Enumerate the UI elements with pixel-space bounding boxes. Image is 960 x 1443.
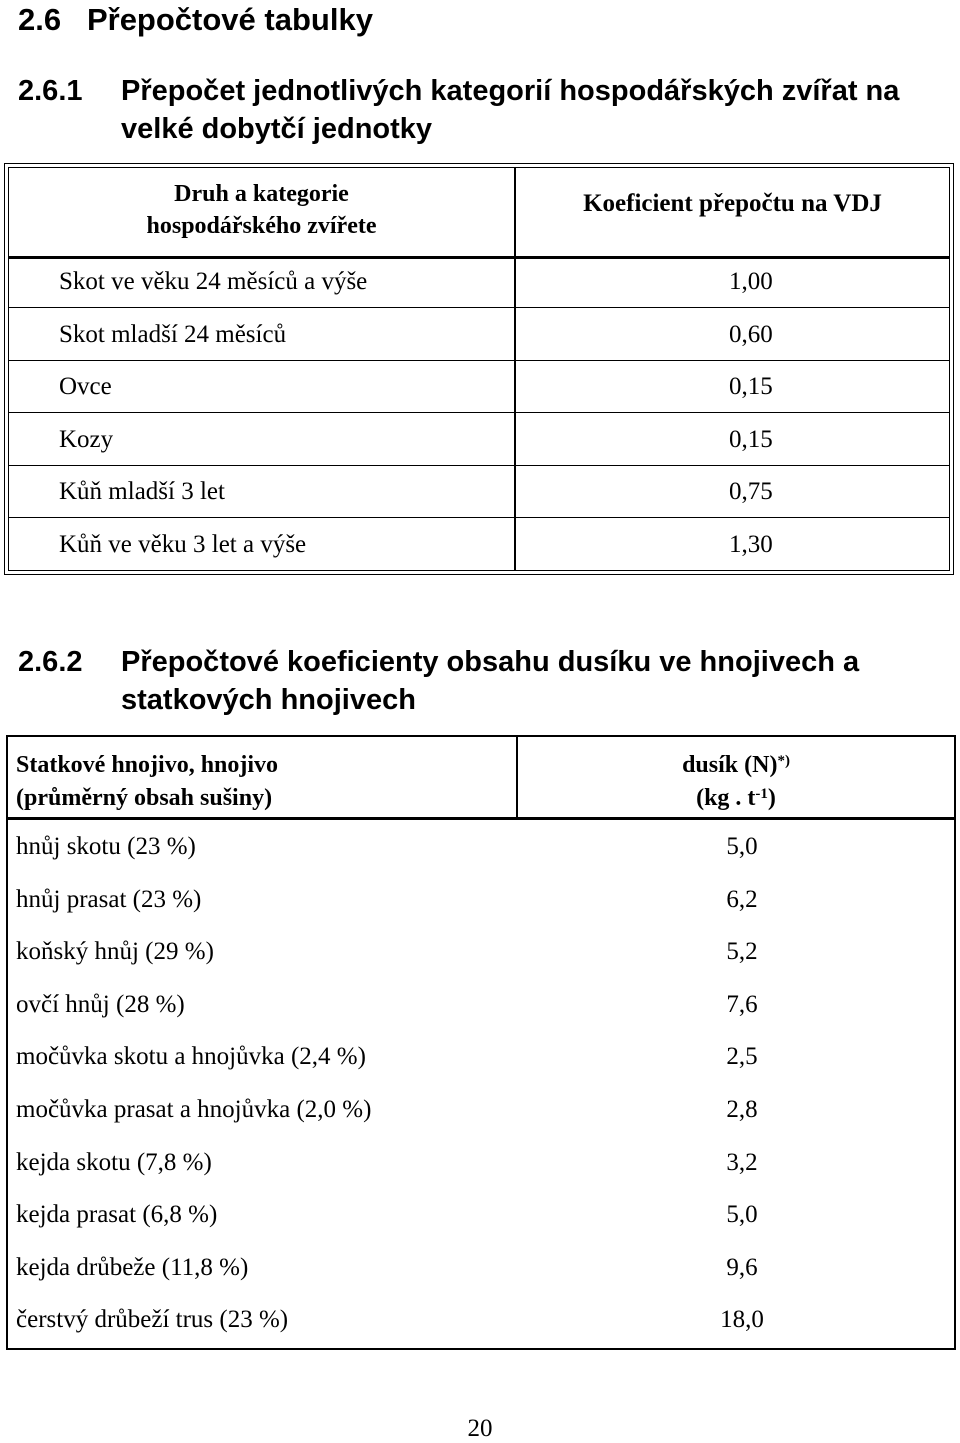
- table-row-value: 7,6: [726, 991, 758, 1018]
- table-row-value: 0,75: [729, 478, 773, 505]
- header-animal-category-line2: hospodářského zvířete: [146, 213, 377, 239]
- header-animal-category: [9, 178, 514, 242]
- subsection-2-title: Přepočtové koeficienty obsahu dusíku ve hnojivech a statkových hnojivech: [121, 646, 860, 716]
- section-number: 2.6: [18, 2, 62, 37]
- table-row-value: 6,2: [726, 886, 758, 913]
- header-nitrogen-line2: [518, 782, 954, 815]
- nitrogen-content-table: [6, 735, 956, 1350]
- table-row-fertilizer: hnůj prasat (23 %): [16, 886, 202, 913]
- table-row-fertilizer: kejda skotu (7,8 %): [16, 1149, 212, 1176]
- header-nitrogen-line1: [518, 749, 954, 782]
- header-divider: [9, 256, 949, 259]
- table-row-value: 2,5: [726, 1043, 758, 1070]
- table-row-value: 5,2: [726, 938, 758, 965]
- table-row-fertilizer: ovčí hnůj (28 %): [16, 991, 185, 1018]
- row-divider: [9, 465, 949, 466]
- table-row-value: 0,60: [729, 321, 773, 348]
- row-divider: [9, 360, 949, 361]
- table-row-fertilizer: močůvka skotu a hnojůvka (2,4 %): [16, 1043, 366, 1070]
- table-row-value: 0,15: [729, 426, 773, 453]
- livestock-unit-table-frame: [8, 167, 950, 571]
- table-row-value: 0,15: [729, 373, 773, 400]
- table-row-category: Skot mladší 24 měsíců: [59, 321, 287, 348]
- table-row-fertilizer: močůvka prasat a hnojůvka (2,0 %): [16, 1096, 372, 1123]
- section-title: Přepočtové tabulky: [86, 2, 373, 37]
- table-row-value: 5,0: [726, 1201, 758, 1228]
- table-row-value: 9,6: [726, 1254, 758, 1281]
- footnote-marker: *): [777, 753, 790, 769]
- table-row-category: Kůň mladší 3 let: [59, 478, 225, 505]
- table-row-value: 3,2: [726, 1149, 758, 1176]
- table-row-category: Skot ve věku 24 měsíců a výše: [59, 268, 368, 295]
- header-fertilizer-line2: (průměrný obsah sušiny): [16, 785, 273, 811]
- header-divider: [8, 817, 954, 820]
- subsection-1-title: Přepočet jednotlivých kategorií hospodářských zvířat na velké dobytčí jednotky: [121, 75, 900, 145]
- table-row-fertilizer: kejda prasat (6,8 %): [16, 1201, 218, 1228]
- header-fertilizer-line1: Statkové hnojivo, hnojivo: [16, 752, 279, 778]
- header-unit-part2: ): [767, 785, 776, 811]
- table-row-value: 18,0: [720, 1306, 764, 1333]
- row-divider: [9, 517, 949, 518]
- header-unit-exponent: -1: [755, 786, 768, 802]
- subsection-1-number: 2.6.1: [18, 75, 83, 107]
- table-row-value: 1,00: [729, 268, 773, 295]
- table-row-fertilizer: kejda drůbeže (11,8 %): [16, 1254, 249, 1281]
- header-fertilizer: [16, 749, 278, 815]
- header-nitrogen-label: dusík (N): [682, 752, 778, 778]
- table-row-category: Kozy: [59, 426, 114, 453]
- header-coefficient: Koeficient přepočtu na VDJ: [583, 190, 882, 217]
- subsection-2-number: 2.6.2: [18, 646, 83, 678]
- table-row-value: 1,30: [729, 531, 773, 558]
- table-row-category: Ovce: [59, 373, 112, 400]
- table-row-fertilizer: koňský hnůj (29 %): [16, 938, 214, 965]
- page-number: 20: [467, 1415, 493, 1442]
- header-unit-part1: (kg . t: [696, 785, 756, 811]
- table-row-value: 2,8: [726, 1096, 758, 1123]
- table-row-value: 5,0: [726, 833, 758, 860]
- section-heading: [18, 2, 373, 38]
- column-divider: [514, 168, 516, 570]
- table-row-category: Kůň ve věku 3 let a výše: [59, 531, 307, 558]
- row-divider: [9, 412, 949, 413]
- table-row-fertilizer: čerstvý drůbeží trus (23 %): [16, 1306, 289, 1333]
- row-divider: [9, 307, 949, 308]
- header-animal-category-line1: Druh a kategorie: [174, 181, 349, 207]
- livestock-unit-table: [4, 163, 954, 575]
- table-row-fertilizer: hnůj skotu (23 %): [16, 833, 196, 860]
- header-nitrogen: [518, 749, 954, 815]
